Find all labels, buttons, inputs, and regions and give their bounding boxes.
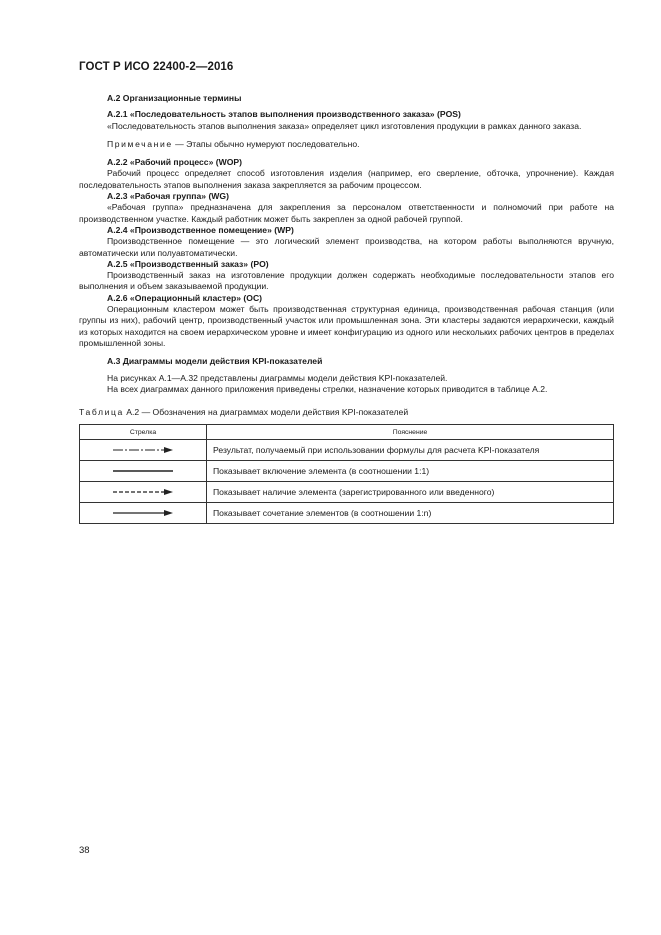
arrow-cell [80, 503, 207, 524]
section-a3-title: А.3 Диаграммы модели действия KPI-показателей [107, 356, 323, 367]
solid-line-icon [112, 467, 174, 475]
page-content [79, 93, 614, 524]
section-a2-title: А.2 Организационные термины [107, 93, 242, 103]
dashed-arrow-icon [112, 488, 174, 496]
description-cell: Показывает включение элемента (в соотношении 1:1) [207, 461, 614, 482]
term-a21-text: «Последовательность этапов выполнения заказа» определяет цикл изготовления продукции в рамках данного заказа. [107, 120, 582, 131]
term-a26-heading: А.2.6 «Операционный кластер» (OC) [107, 292, 263, 303]
description-cell: Показывает наличие элемента (зарегистрированного или введенного) [207, 482, 614, 503]
table-caption [79, 407, 614, 418]
table-row [80, 482, 614, 503]
arrow-cell [80, 482, 207, 503]
section-a3-p1: На рисунках А.1—А.32 представлены диаграммы модели действия KPI-показателей. [107, 372, 448, 383]
term-a22-text: Рабочий процесс определяет способ изготовления изделия (например, его сверление, обточка, упрочнение). Каждая последовательность этапов выполнения заказа закрепляется за рабочим процессом. [79, 168, 614, 190]
term-a22-heading: А.2.2 «Рабочий процесс» (WOP) [107, 157, 243, 168]
description-cell: Результат, получаемый при использовании формулы для расчета KPI-показателя [207, 440, 614, 461]
term-a24-heading: А.2.4 «Производственное помещение» (WP) [107, 224, 294, 235]
note-text: — Этапы обычно нумеруют последовательно. [172, 138, 360, 149]
term-a21-note [79, 139, 614, 150]
table-header-row [80, 425, 614, 440]
term-a25-text: Производственный заказ на изготовление продукции должен содержать необходимые последовательности этапов его выполнения и объем заказываемой продукции. [79, 270, 614, 292]
term-a23-text: «Рабочая группа» предназначена для закрепления за персоналом ответственности и полномочий при работе на производственном участке. Каждый работник может быть закреплен за одной рабочей группой. [79, 202, 614, 224]
term-a26-text: Операционным кластером может быть производственная структурная единица, производственная рабочая станция (или группы из них), рабочий центр, производственный участок или промышленная зона. Эти кластеры задаются иерархически, каждый из которых находится на своем иерархическом уровне и имеет конфигурацию из одного или нескольких рабочих центров в пределах промышленной зоны. [79, 304, 614, 348]
arrow-cell [80, 440, 207, 461]
term-a24-text: Производственное помещение — это логический элемент производства, на котором работы выполняются вручную, автоматически или полуавтоматически. [79, 236, 614, 258]
solid-arrow-icon [112, 509, 174, 517]
page-number: 38 [79, 845, 90, 856]
document-code: ГОСТ Р ИСО 22400-2—2016 [79, 61, 234, 73]
description-cell: Показывает сочетание элементов (в соотношении 1:n) [207, 503, 614, 524]
term-a25-heading: А.2.5 «Производственный заказ» (PO) [107, 258, 269, 269]
column-header-arrow: Стрелка [80, 425, 207, 440]
section-a3-p2: На всех диаграммах данного приложения приведены стрелки, назначение которых приводится в таблице А.2. [107, 383, 548, 394]
table-caption-text: А.2 — Обозначения на диаграммах модели действия KPI-показателей [123, 407, 409, 418]
table-row [80, 503, 614, 524]
arrow-legend-table [79, 424, 614, 524]
note-label: Примечание [107, 138, 173, 149]
table-caption-label: Таблица [79, 407, 124, 418]
table-row [80, 440, 614, 461]
arrow-cell [80, 461, 207, 482]
term-a23-heading: А.2.3 «Рабочая группа» (WG) [107, 191, 229, 202]
column-header-description: Пояснение [207, 425, 614, 440]
dash-dot-arrow-icon [112, 446, 174, 454]
table-row [80, 461, 614, 482]
term-a21-heading: А.2.1 «Последовательность этапов выполнения производственного заказа» (POS) [107, 109, 461, 120]
